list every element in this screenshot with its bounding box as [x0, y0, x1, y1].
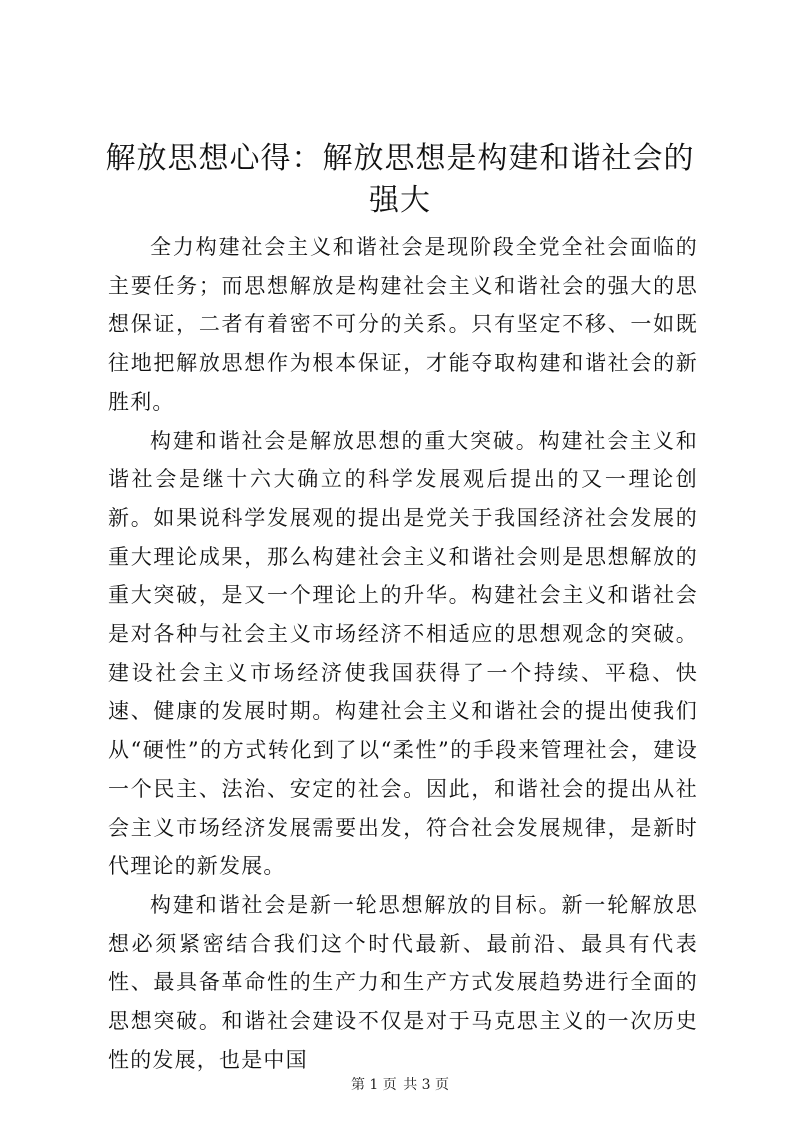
paragraph-2: 构建和谐社会是解放思想的重大突破。构建社会主义和谐社会是继十六大确立的科学发展观后提出的又一理论创新。如果说科学发展观的提出是党关于我国经济社会发展的重大理论成果，那么构建社会主义和谐社会则是思想解放的重大突破，是又一个理论上的升华。构建社会主义和谐社会是对各种与社会主义市场经济不相适应的思想观念的突破。建设社会主义市场经济使我国获得了一个持续、平稳、快速、健康的发展时期。构建社会主义和谐社会的提出使我们从“硬性”的方式转化到了以“柔性”的手段来管理社会，建设一个民主、法治、安定的社会。因此，和谐社会的提出从社会主义市场经济发展需要出发，符合社会发展规律，是新时代理论的新发展。: [108, 428, 698, 879]
page-number: 第 1 页: [350, 1077, 397, 1093]
paragraph-3: 构建和谐社会是新一轮思想解放的目标。新一轮解放思想必须紧密结合我们这个时代最新、最前沿、最具有代表性、最具备革命性的生产力和生产方式发展趋势进行全面的思想突破。和谐社会建设不仅是对于马克思主义的一次历史性的发展，也是中国: [108, 892, 698, 1072]
page-footer: [0, 1076, 800, 1094]
document-title: 解放思想心得：解放思想是构建和谐社会的强大: [105, 141, 695, 218]
page-total: 共 3 页: [403, 1077, 450, 1093]
paragraph-1: 全力构建社会主义和谐社会是现阶段全党全社会面临的主要任务；而思想解放是构建社会主义和谐社会的强大的思想保证，二者有着密不可分的关系。只有坚定不移、一如既往地把解放思想作为根本保证，才能夺取构建和谐社会的新胜利。: [108, 235, 698, 414]
document-body: [108, 228, 698, 1079]
